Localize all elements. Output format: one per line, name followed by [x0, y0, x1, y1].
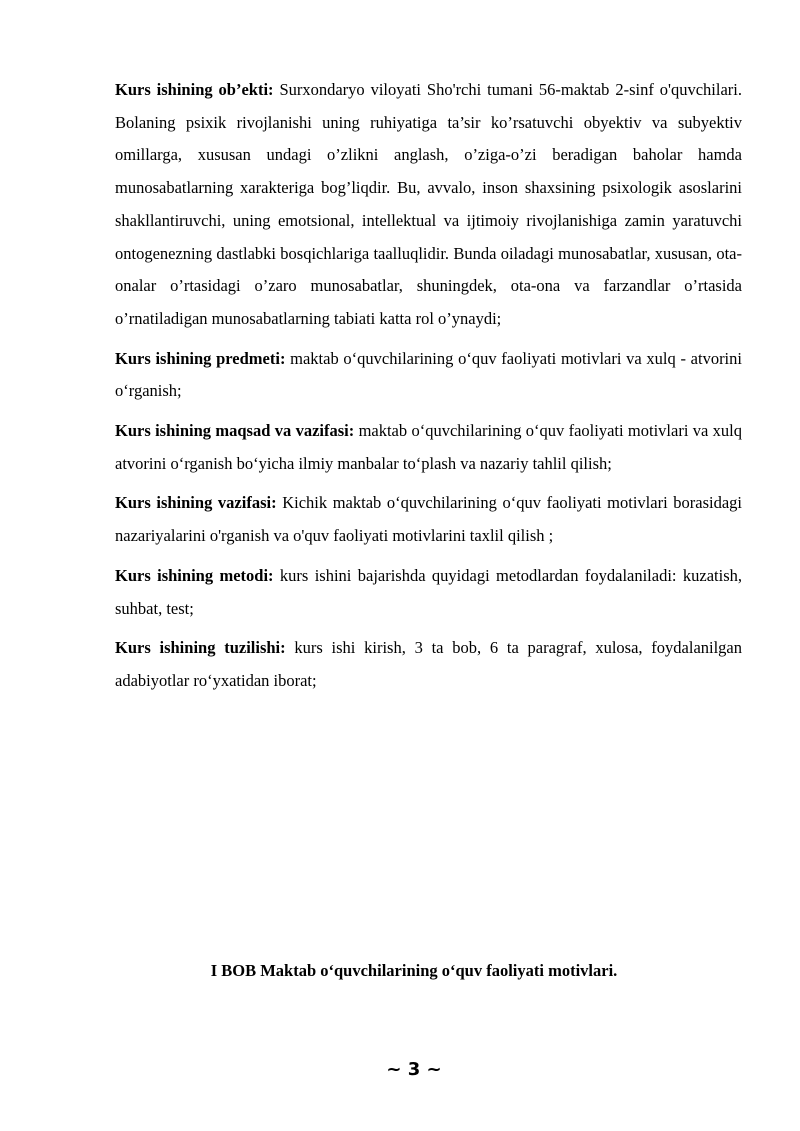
paragraph-label: Kurs ishining tuzilishi:: [115, 638, 286, 658]
paragraph-text: Surxondaryo viloyati Sho'rchi tumani 56-maktab 2-sinf o'quvchilari. Bolaning psixik rivojlanishi uning ruhiyatiga ta’sir ko’rsatuvchi obyektiv va subyektiv omillarga, xususan undagi o’zlikni anglash, o’ziga-o’zi beradigan baholar hamda munosabatlarning xarakteriga bog’liqdir. Bu, avvalo, inson shaxsining psixologik asoslarini shakllantiruvchi, uning emotsional, intellektual va ijtimoiy rivojlanishiga zamin yaratuvchi ontogenezning dastlabki bosqichlariga taalluqlidir. Bunda oiladagi munosabatlar, xususan, ota-onalar o’rtasidagi o’zaro munosabatlar, shuningdek, ota-ona va farzandlar o’rtasida o’rnatiladigan munosabatlarning tabiati katta rol o’ynaydi;: [115, 80, 742, 328]
paragraph-tasks: [115, 487, 742, 552]
paragraph-label: Kurs ishining predmeti:: [115, 348, 286, 368]
paragraph-subject: [115, 343, 742, 408]
paragraph-object: [115, 74, 742, 336]
body-text: [115, 74, 742, 705]
paragraph-structure: [115, 632, 742, 697]
paragraph-label: Kurs ishining maqsad va vazifasi:: [115, 421, 355, 441]
paragraph-label: Kurs ishining ob’ekti:: [115, 80, 274, 99]
paragraph-text: maktab o‘quvchilarining o‘quv faoliyati motivlari va xulq - atvorini o‘rganish;: [115, 348, 742, 401]
paragraph-text: kurs ishini bajarishda quyidagi metodlardan foydalaniladi: kuzatish, suhbat, test;: [115, 565, 742, 618]
paragraph-label: Kurs ishining metodi:: [115, 565, 274, 585]
paragraph-text: maktab o‘quvchilarining o‘quv faoliyati motivlari va xulq atvorini o‘rganish bo‘yicha ilmiy manbalar to‘plash va nazariy tahlil qilish;: [115, 421, 742, 473]
paragraph-text: Kichik maktab o‘quvchilarining o‘quv faoliyati motivlari borasidagi nazariyalarini o'rganish va o'quv faoliyati motivlarini taxlil qilish ;: [115, 493, 742, 546]
paragraph-text: kurs ishi kirish, 3 ta bob, 6 ta paragraf, xulosa, foydalanilgan adabiyotlar ro‘yxatidan iborat;: [115, 638, 743, 690]
paragraph-method: [115, 560, 742, 625]
page-number: ~ 3 ~: [386, 1059, 442, 1080]
paragraph-goal: [115, 415, 742, 480]
paragraph-label: Kurs ishining vazifasi:: [115, 493, 277, 513]
chapter-heading: I BOB Maktab o‘quvchilarining o‘quv faoliyati motivlari.: [210, 961, 618, 980]
